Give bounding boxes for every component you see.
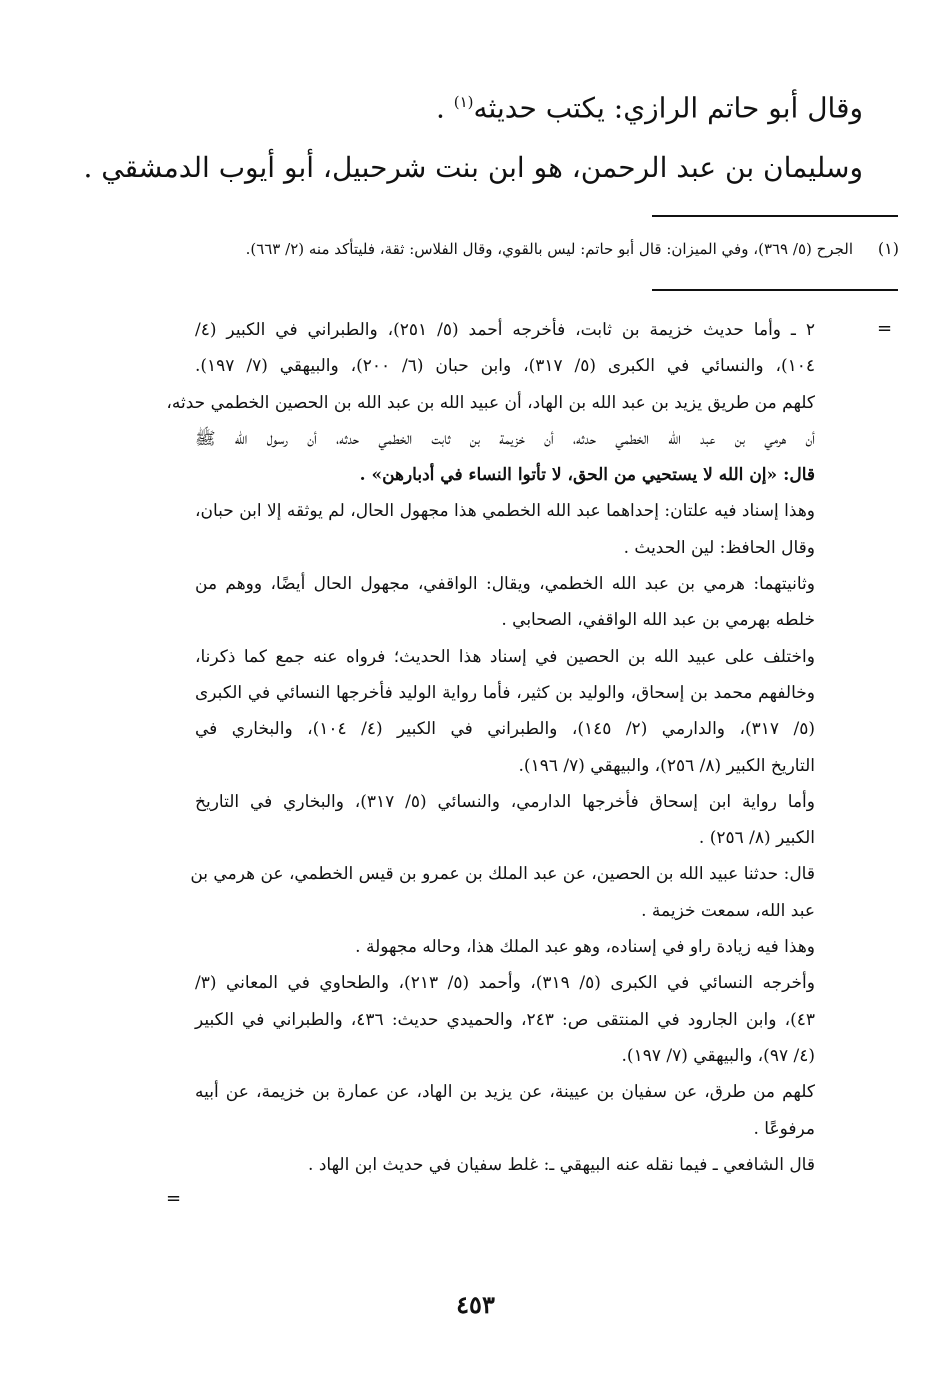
body-line: خلطه بهرمي بن عبد الله الواقفي، الصحابي .: [501, 610, 815, 631]
body-line: ١٠٤)، والنسائي في الكبرى (٥/ ٣١٧)، وابن حبان (٦/ ٢٠٠)، والبيهقي (٧/ ١٩٧).: [195, 356, 816, 377]
body-line: الكبير (٨/ ٢٥٦) .: [698, 828, 815, 849]
footnote-text: الجرح (٥/ ٣٦٩)، وفي الميزان: قال أبو حاتم: ليس بالقوي، وقال الفلاس: ثقة، فليتأكد منه (٢/ ٦٦٣).: [245, 240, 853, 258]
body-line: (٤/ ٩٧)، والبيهقي (٧/ ١٩٧).: [621, 1045, 815, 1066]
body-line: وخالفهم محمد بن إسحاق، والوليد بن كثير، فأما رواية الوليد فأخرجها النسائي في الكبرى: [195, 682, 815, 703]
body-text: [166, 312, 816, 1183]
body-line: قال: حدثنا عبيد الله بن الحصين، عن عبد الملك بن عمرو بن قيس الخطمي، عن هرمي بن: [190, 864, 815, 885]
body-line: قال الشافعي ـ فيما نقله عنه البيهقي ـ: غلط سفيان في حديث ابن الهاد .: [308, 1154, 815, 1175]
body-line: (٥/ ٣١٧)، والدارمي (٢/ ١٤٥)، والطبراني في الكبير (٤/ ١٠٤)، والبخاري في: [195, 719, 815, 740]
body-line: كلهم من طرق، عن سفيان بن عيينة، عن يزيد بن الهاد، عن عمارة بن خزيمة، عن أبيه: [195, 1082, 815, 1103]
main-text-line-1: [83, 82, 863, 128]
body-line: واختلف على عبيد الله بن الحصين في إسناد هذا الحديث؛ فرواه عنه جمع كما ذكرنا،: [195, 646, 815, 667]
body-line: وهذا فيه زيادة راو في إسناده، وهو عبد الملك هذا، وحاله مجهولة .: [355, 937, 815, 958]
page-number: ٤٥٣: [456, 1290, 495, 1319]
body-line: ٢ ـ وأما حديث خزيمة بن ثابت، فأخرجه أحمد (٥/ ٢٥١)، والطبراني في الكبير (٤/: [195, 320, 815, 340]
body-line: وثانيتهما: هرمي بن عبد الله الخطمي، ويقال: الواقفي، مجهول الحال أيضًا، ووهم من: [195, 574, 815, 595]
section-separator: [652, 289, 898, 291]
body-line: مرفوعًا .: [753, 1118, 815, 1139]
body-line-hadith: [195, 457, 815, 493]
continuation-mark: =: [877, 318, 893, 339]
footnote-number: (١): [877, 239, 899, 258]
end-mark: =: [166, 1188, 182, 1209]
main-text-line-1-end: .: [435, 91, 454, 125]
body-line: وأخرجه النسائي في الكبرى (٥/ ٣١٩)، وأحمد (٥/ ٢١٣)، والطحاوي في المعاني (٣/: [195, 973, 815, 994]
body-line: وأما رواية ابن إسحاق فأخرجها الدارمي، والنسائي (٥/ ٣١٧)، والبخاري في التاريخ: [195, 791, 815, 812]
body-line: التاريخ الكبير (٨/ ٢٥٦)، والبيهقي (٧/ ١٩٦).: [518, 755, 815, 776]
body-line: أن هرمي بن عبد الله الخطمي حدثه، أن خزيمة بن ثابت الخطمي حدثه، أن رسول الله ﷺ: [195, 428, 815, 449]
main-text-line-2: وسليمان بن عبد الرحمن، هو ابن بنت شرحبيل، أبو أيوب الدمشقي .: [83, 151, 863, 184]
footnote-separator: [652, 215, 898, 217]
body-line: كلهم من طريق يزيد بن عبد الله بن الهاد، أن عبيد الله بن عبد الله بن الحصين الخطمي حدثه،: [166, 392, 815, 413]
footnote-marker[interactable]: (١): [453, 93, 474, 111]
main-text-line-1-text: وقال أبو حاتم الرازي: يكتب حديثه: [473, 91, 863, 125]
hadith-text: قال: «إن الله لا يستحيي من الحق، لا تأتوا النساء في أدبارهن» .: [359, 465, 815, 486]
body-line: وهذا إسناد فيه علتان: إحداهما عبد الله الخطمي هذا مجهول الحال، لم يوثقه إلا ابن حبان،: [195, 501, 815, 522]
body-line: ٤٣)، وابن الجارود في المنتقى ص: ٢٤٣، والحميدي حديث: ٤٣٦، والطبراني في الكبير: [195, 1009, 815, 1030]
body-line: وقال الحافظ: لين الحديث .: [623, 537, 815, 558]
body-line: عبد الله، سمعت خزيمة .: [641, 900, 815, 921]
